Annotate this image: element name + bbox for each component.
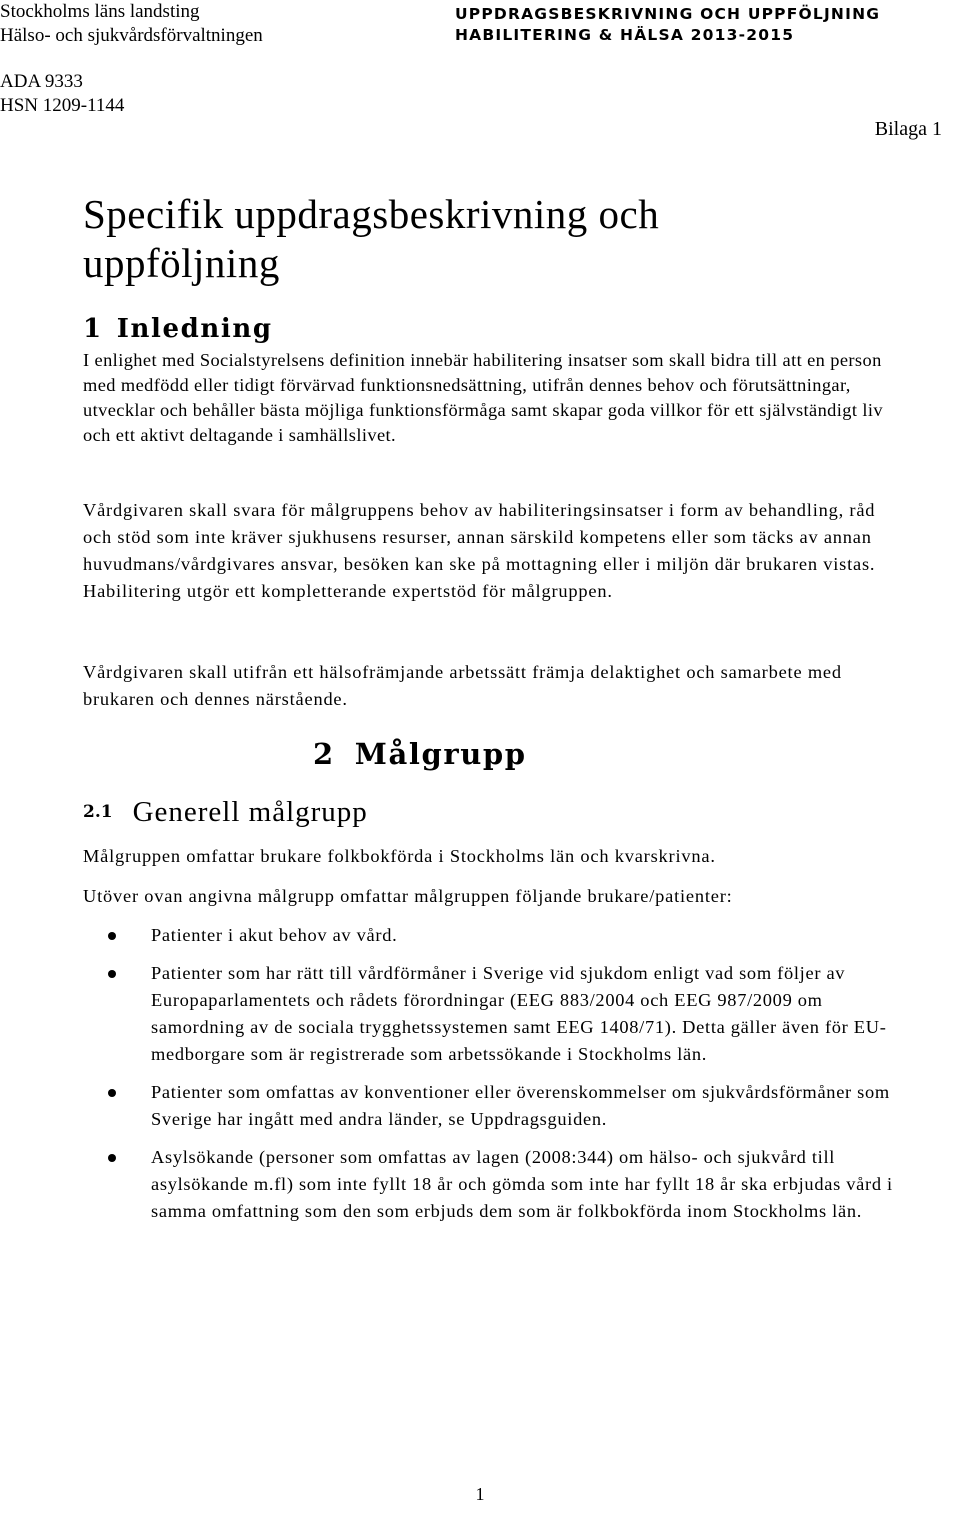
section-1-title: Inledning — [116, 314, 273, 344]
main-title-line-2: uppföljning — [83, 240, 280, 286]
list-item-text: Patienter i akut behov av vård. — [151, 925, 398, 945]
subsection-paragraph-2: Utöver ovan angivna målgrupp omfattar målgruppen följande brukare/patienter: — [83, 886, 733, 906]
section-1-heading — [83, 314, 273, 344]
list-item — [108, 960, 908, 1068]
section-2-title: Målgrupp — [354, 737, 527, 771]
document-header-line-1: UPPDRAGSBESKRIVNING OCH UPPFÖLJNING — [455, 5, 881, 23]
main-title-line-1: Specifik uppdragsbeskrivning och — [83, 191, 660, 237]
section-2-heading — [313, 737, 527, 771]
subsection-number: 2.1 — [83, 802, 113, 822]
section-1-number: 1 — [83, 314, 103, 344]
list-item-text: Asylsökande (personer som omfattas av lagen (2008:344) om hälso- och sjukvård till asylsökande m.fl) som inte fyllt 18 år och gömda som inte har fyllt 18 år ska erbjudas vård i samma omfattning som den som erbjuds dem som är folkbokförda inom Stockholms län. — [151, 1147, 893, 1221]
section-1-paragraph-3: Vårdgivaren skall utifrån ett hälsofrämjande arbetssätt främja delaktighet och samarbete med brukaren och dennes närstående. — [83, 662, 842, 709]
organization-name: Stockholms läns landsting — [0, 1, 200, 22]
patient-group-list — [108, 922, 908, 1225]
list-item — [108, 922, 908, 949]
section-2-number: 2 — [313, 737, 335, 771]
subsection-paragraph-1: Målgruppen omfattar brukare folkbokförda i Stockholms län och kvarskrivna. — [83, 846, 716, 866]
list-item-text: Patienter som har rätt till vårdförmåner i Sverige vid sjukdom enligt vad som följer av Europaparlamentets och rådets förordningar (EEG 883/2004 och EEG 987/2009 om samordning av de sociala trygghetssystemen samt EEG 1408/71). Detta gäller även för EU-medborgare som är registrerade som arbetssökande i Stockholms län. — [151, 963, 887, 1064]
page-number: 1 — [475, 1484, 485, 1504]
ada-number: ADA 9333 — [0, 71, 83, 92]
list-item — [108, 1144, 908, 1225]
list-item-text: Patienter som omfattas av konventioner eller överenskommelser om sjukvårdsförmåner som Sverige har ingått med andra länder, se Uppdragsguiden. — [151, 1082, 890, 1129]
document-header-title — [455, 4, 880, 46]
subsection-2-1-heading — [83, 796, 368, 829]
subsection-title: Generell målgrupp — [132, 796, 368, 828]
document-identifiers — [0, 70, 124, 118]
section-1-paragraph-1: I enlighet med Socialstyrelsens definition innebär habilitering insatser som skall bidra till att en person med medfödd eller tidigt förvärvad funktionsnedsättning, utifrån dennes behov och förutsättningar, utvecklar och behåller bästa möjliga funktionsförmåga samt skapar goda villkor för ett självständigt liv och ett aktivt deltagande i samhällslivet. — [83, 350, 884, 445]
section-1-paragraph-2: Vårdgivaren skall svara för målgruppens behov av habiliteringsinsatser i form av behandling, råd och stöd som inte kräver sjukhusens resurser, annan särskild kompetens eller som täcks av annan huvudmans/vårdgivares ansvar, besöken kan ske på mottagning eller i miljön där brukaren vistas. Habilitering utgör ett kompletterande expertstöd för målgruppen. — [83, 500, 876, 601]
attachment-label: Bilaga 1 — [874, 118, 942, 140]
hsn-number: HSN 1209-1144 — [0, 95, 125, 116]
main-title — [83, 190, 659, 288]
document-header-line-2: HABILITERING & HÄLSA 2013-2015 — [455, 26, 795, 44]
list-item — [108, 1079, 908, 1133]
organization-block — [0, 0, 263, 48]
bullet-icon — [108, 1089, 116, 1097]
bullet-icon — [108, 932, 116, 940]
bullet-icon — [108, 970, 116, 978]
department-name: Hälso- och sjukvårdsförvaltningen — [0, 25, 263, 46]
bullet-icon — [108, 1154, 116, 1162]
